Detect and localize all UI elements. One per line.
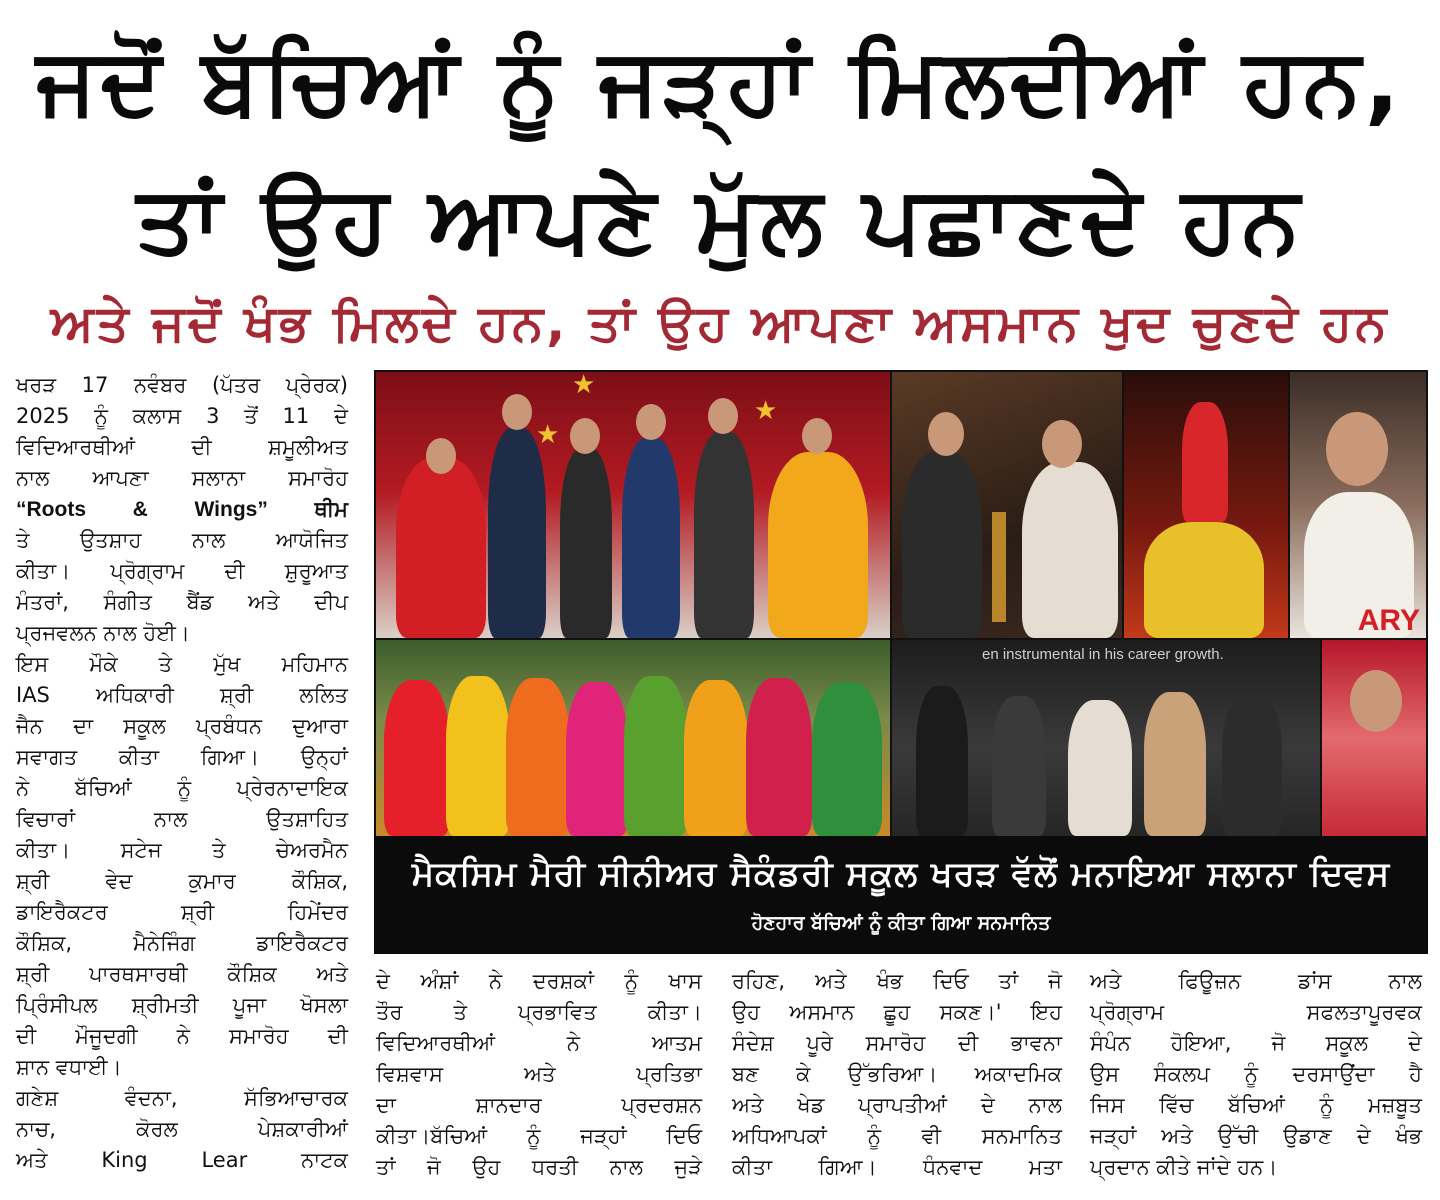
article-line: ਪ੍ਰਜਵਲਨ ਨਾਲ ਹੋਈ। bbox=[16, 621, 190, 645]
article-line: ਉਹ ਅਸਮਾਨ ਛੂਹ ਸਕਣ।' ਇਹ bbox=[732, 1000, 1062, 1024]
article-line: ਜਿਸ ਵਿੱਚ ਬੱਚਿਆਂ ਨੂੰ ਮਜ਼ਬੂਤ bbox=[1090, 1093, 1422, 1117]
article-line: ਕੌਸ਼ਿਕ, ਮੈਨੇਜਿੰਗ ਡਾਇਰੈਕਟਰ bbox=[16, 931, 348, 955]
dancer-figure bbox=[396, 458, 486, 638]
article-line: ਅਤੇ King Lear ਨਾਟਕ bbox=[16, 1148, 348, 1172]
article-line: ਵਿਦਿਆਰਥੀਆਂ ਨੇ ਆਤਮ bbox=[376, 1031, 702, 1055]
article-line: ਤੇ ਉਤਸ਼ਾਹ ਨਾਲ ਆਯੋਜਿਤ bbox=[16, 528, 348, 552]
article-line: ਅਤੇ ਖੇਡ ਪ੍ਰਾਪਤੀਆਂ ਦੇ ਨਾਲ bbox=[732, 1093, 1062, 1117]
awardee-figure bbox=[1144, 692, 1206, 836]
caption-subtitle: ਹੋਣਹਾਰ ਬੱਚਿਆਂ ਨੂੰ ਕੀਤਾ ਗਿਆ ਸਨਮਾਨਿਤ bbox=[751, 912, 1051, 934]
article-line: ਅਧਿਆਪਕਾਂ ਨੂੰ ਵੀ ਸਨਮਾਨਿਤ bbox=[732, 1124, 1062, 1148]
article-line: ਬਣ ਕੇ ਉੱਭਰਿਆ। ਅਕਾਦਮਿਕ bbox=[732, 1062, 1062, 1086]
performer-figure bbox=[1182, 402, 1228, 522]
person-head bbox=[1326, 412, 1388, 486]
dancer-figure bbox=[446, 676, 510, 836]
photo-award-ceremony bbox=[892, 640, 1320, 836]
dancer-figure bbox=[812, 682, 882, 836]
article-line: ਸੰਦੇਸ਼ ਪੂਰੇ ਸਮਾਰੋਹ ਦੀ ਭਾਵਨਾ bbox=[732, 1031, 1062, 1055]
guest-figure bbox=[622, 438, 680, 638]
photo-caption-banner bbox=[374, 836, 1428, 954]
dancer-figure bbox=[566, 682, 628, 836]
guest-figure bbox=[694, 432, 754, 638]
person-head bbox=[928, 412, 964, 456]
star-decoration-icon: ★ bbox=[754, 396, 778, 426]
dancer-figure bbox=[746, 678, 812, 836]
photo-anchor-woman bbox=[1322, 640, 1426, 836]
dancer-figure bbox=[384, 680, 450, 836]
dancer-figure bbox=[624, 676, 688, 836]
article-line: ਤਾਂ ਜੋ ਉਹ ਧਰਤੀ ਨਾਲ ਜੁੜੇ bbox=[376, 1155, 702, 1179]
person-head bbox=[570, 418, 600, 454]
guest-figure bbox=[1068, 700, 1132, 836]
article-line: ਸ਼੍ਰੀ ਵੇਦ ਕੁਮਾਰ ਕੌਸ਼ਿਕ, bbox=[16, 869, 348, 893]
article-line: ਨੇ ਬੱਚਿਆਂ ਨੂੰ ਪ੍ਰੇਰਨਾਦਾਇਕ bbox=[16, 776, 348, 800]
article-line: ਡਾਇਰੈਕਟਰ ਸ਼੍ਰੀ ਹਿਮੇਂਦਰ bbox=[16, 900, 348, 924]
headline-line-1: ਜਦੋਂ ਬੱਚਿਆਂ ਨੂੰ ਜੜ੍ਹਾਂ ਮਿਲਦੀਆਂ ਹਨ, bbox=[36, 28, 1404, 135]
article-line: ਵਿਚਾਰਾਂ ਨਾਲ ਉਤਸ਼ਾਹਿਤ bbox=[16, 807, 348, 831]
person-head bbox=[802, 418, 832, 454]
person-head bbox=[1350, 670, 1402, 732]
article-column-bottom-3 bbox=[1090, 966, 1422, 1183]
article-line: ਸ਼ਾਨ ਵਧਾਈ। bbox=[16, 1055, 122, 1079]
photo-lamp-lighting bbox=[892, 372, 1122, 638]
caption-title: ਮੈਕਸਿਮ ਮੈਰੀ ਸੀਨੀਅਰ ਸੈਕੰਡਰੀ ਸਕੂਲ ਖਰੜ ਵੱਲੋਂ ਮਨਾਇਆ ਸਲਾਨਾ ਦਿਵਸ bbox=[411, 854, 1391, 894]
guest-figure bbox=[488, 428, 546, 638]
performer-group bbox=[1144, 522, 1264, 638]
article-line: ਤੌਰ ਤੇ ਪ੍ਰਭਾਵਿਤ ਕੀਤਾ। bbox=[376, 1000, 702, 1024]
guest-figure bbox=[1022, 462, 1118, 638]
person-head bbox=[1042, 420, 1082, 468]
article-line: ਨਾਲ ਆਪਣਾ ਸਲਾਨਾ ਸਮਾਰੋਹ bbox=[16, 466, 348, 490]
article-line: ਸੰਪੰਨ ਹੋਇਆ, ਜੋ ਸਕੂਲ ਦੇ bbox=[1090, 1031, 1422, 1055]
photo-guests-and-dancers bbox=[376, 372, 890, 638]
article-line: ਗਣੇਸ਼ ਵੰਦਨਾ, ਸੱਭਿਆਚਾਰਕ bbox=[16, 1086, 348, 1110]
article-line: ਉਸ ਸੰਕਲਪ ਨੂੰ ਦਰਸਾਉਂਦਾ ਹੈ bbox=[1090, 1062, 1422, 1086]
article-line: ਰਹਿਣ, ਅਤੇ ਖੰਭ ਦਿਓ ਤਾਂ ਜੋ bbox=[732, 969, 1062, 993]
article-line: ਪ੍ਰਿੰਸੀਪਲ ਸ਼੍ਰੀਮਤੀ ਪੂਜਾ ਖੋਸਲਾ bbox=[16, 993, 348, 1017]
article-line: ਦੀ ਮੌਜੂਦਗੀ ਨੇ ਸਮਾਰੋਹ ਦੀ bbox=[16, 1024, 348, 1048]
headline-line-2: ਤਾਂ ਉਹ ਆਪਣੇ ਮੁੱਲ ਪਛਾਣਦੇ ਹਨ bbox=[136, 166, 1304, 273]
photo-speaker-woman bbox=[1290, 372, 1426, 638]
sign-text: ARY bbox=[1357, 604, 1420, 637]
article-line: ਨਾਚ, ਕੋਰਲ ਪੇਸ਼ਕਾਰੀਆਂ bbox=[16, 1117, 348, 1141]
guest-figure bbox=[560, 448, 612, 638]
article-line: ਸ਼੍ਰੀ ਪਾਰਥਸਾਰਥੀ ਕੌਸ਼ਿਕ ਅਤੇ bbox=[16, 962, 348, 986]
article-line: ਜੜ੍ਹਾਂ ਅਤੇ ਉੱਚੀ ਉਡਾਣ ਦੇ ਖੰਭ bbox=[1090, 1124, 1422, 1148]
article-line: ਇਸ ਮੌਕੇ ਤੇ ਮੁੱਖ ਮਹਿਮਾਨ bbox=[16, 652, 348, 676]
article-line: ਕੀਤਾ।ਬੱਚਿਆਂ ਨੂੰ ਜੜ੍ਹਾਂ ਦਿਓ bbox=[376, 1124, 702, 1148]
article-column-bottom-1 bbox=[376, 966, 702, 1183]
person-head bbox=[708, 398, 738, 434]
article-line: ਜੈਨ ਦਾ ਸਕੂਲ ਪ੍ਰਬੰਧਨ ਦੁਆਰਾ bbox=[16, 714, 348, 738]
article-line: ਪ੍ਰਦਾਨ ਕੀਤੇ ਜਾਂਦੇ ਹਨ। bbox=[1090, 1155, 1278, 1179]
article-line: ਕੀਤਾ। ਪ੍ਰੋਗ੍ਰਾਮ ਦੀ ਸ਼ੁਰੂਆਤ bbox=[16, 559, 348, 583]
person-head bbox=[502, 394, 532, 430]
article-line: ਸਵਾਗਤ ਕੀਤਾ ਗਿਆ। ਉਨ੍ਹਾਂ bbox=[16, 745, 348, 769]
dancer-figure bbox=[506, 678, 570, 836]
subheadline: ਅਤੇ ਜਦੋਂ ਖੰਭ ਮਿਲਦੇ ਹਨ, ਤਾਂ ਉਹ ਆਪਣਾ ਅਸਮਾਨ ਖੁਦ ਚੁਣਦੇ ਹਨ bbox=[50, 294, 1390, 352]
dancer-figure bbox=[768, 452, 868, 638]
lamp-stand bbox=[992, 512, 1006, 622]
star-decoration-icon: ★ bbox=[536, 420, 560, 450]
article-line: ਵਿਸ਼ਵਾਸ ਅਤੇ ਪ੍ਰਤਿਭਾ bbox=[376, 1062, 702, 1086]
stage-screen-text: en instrumental in his career growth. bbox=[982, 646, 1224, 663]
article-line: ਖਰੜ 17 ਨਵੰਬਰ (ਪੱਤਰ ਪ੍ਰੇਰਕ) bbox=[16, 373, 348, 397]
guest-figure bbox=[916, 686, 968, 836]
article-line: ਮੰਤਰਾਂ, ਸੰਗੀਤ ਬੈਂਡ ਅਤੇ ਦੀਪ bbox=[16, 590, 348, 614]
photo-children-performance bbox=[1124, 372, 1288, 638]
article-line: ਅਤੇ ਫਿਊਜ਼ਨ ਡਾਂਸ ਨਾਲ bbox=[1090, 969, 1422, 993]
article-line: ਪ੍ਰੋਗ੍ਰਾਮ ਸਫਲਤਾਪੂਰਵਕ bbox=[1090, 1000, 1422, 1024]
article-line: ਦਾ ਸ਼ਾਨਦਾਰ ਪ੍ਰਦਰਸ਼ਨ bbox=[376, 1093, 702, 1117]
article-line: ਕੀਤਾ। ਸਟੇਜ ਤੇ ਚੇਅਰਮੈਨ bbox=[16, 838, 348, 862]
article-line: ਵਿਦਿਆਰਥੀਆਂ ਦੀ ਸ਼ਮੂਲੀਅਤ bbox=[16, 435, 348, 459]
article-column-bottom-2 bbox=[732, 966, 1062, 1183]
article-line: 2025 ਨੂੰ ਕਲਾਸ 3 ਤੋਂ 11 ਦੇ bbox=[16, 404, 348, 428]
guest-figure bbox=[1222, 694, 1282, 836]
guest-figure bbox=[992, 696, 1046, 836]
theme-text: “Roots & Wings” ਥੀਮ bbox=[16, 498, 348, 521]
article-column-left bbox=[16, 370, 348, 1176]
article-line: IAS ਅਧਿਕਾਰੀ ਸ਼੍ਰੀ ਲਲਿਤ bbox=[16, 683, 348, 707]
person-head bbox=[636, 404, 666, 440]
star-decoration-icon: ★ bbox=[572, 372, 596, 400]
photo-giddha-dancers bbox=[376, 640, 890, 836]
article-line bbox=[16, 494, 348, 525]
person-head bbox=[426, 438, 456, 474]
dancer-figure bbox=[684, 680, 748, 836]
article-line: ਦੇ ਅੰਸ਼ਾਂ ਨੇ ਦਰਸ਼ਕਾਂ ਨੂੰ ਖਾਸ bbox=[376, 969, 702, 993]
guest-figure bbox=[902, 452, 982, 638]
article-line: ਕੀਤਾ ਗਿਆ। ਧੰਨਵਾਦ ਮਤਾ bbox=[732, 1155, 1062, 1179]
